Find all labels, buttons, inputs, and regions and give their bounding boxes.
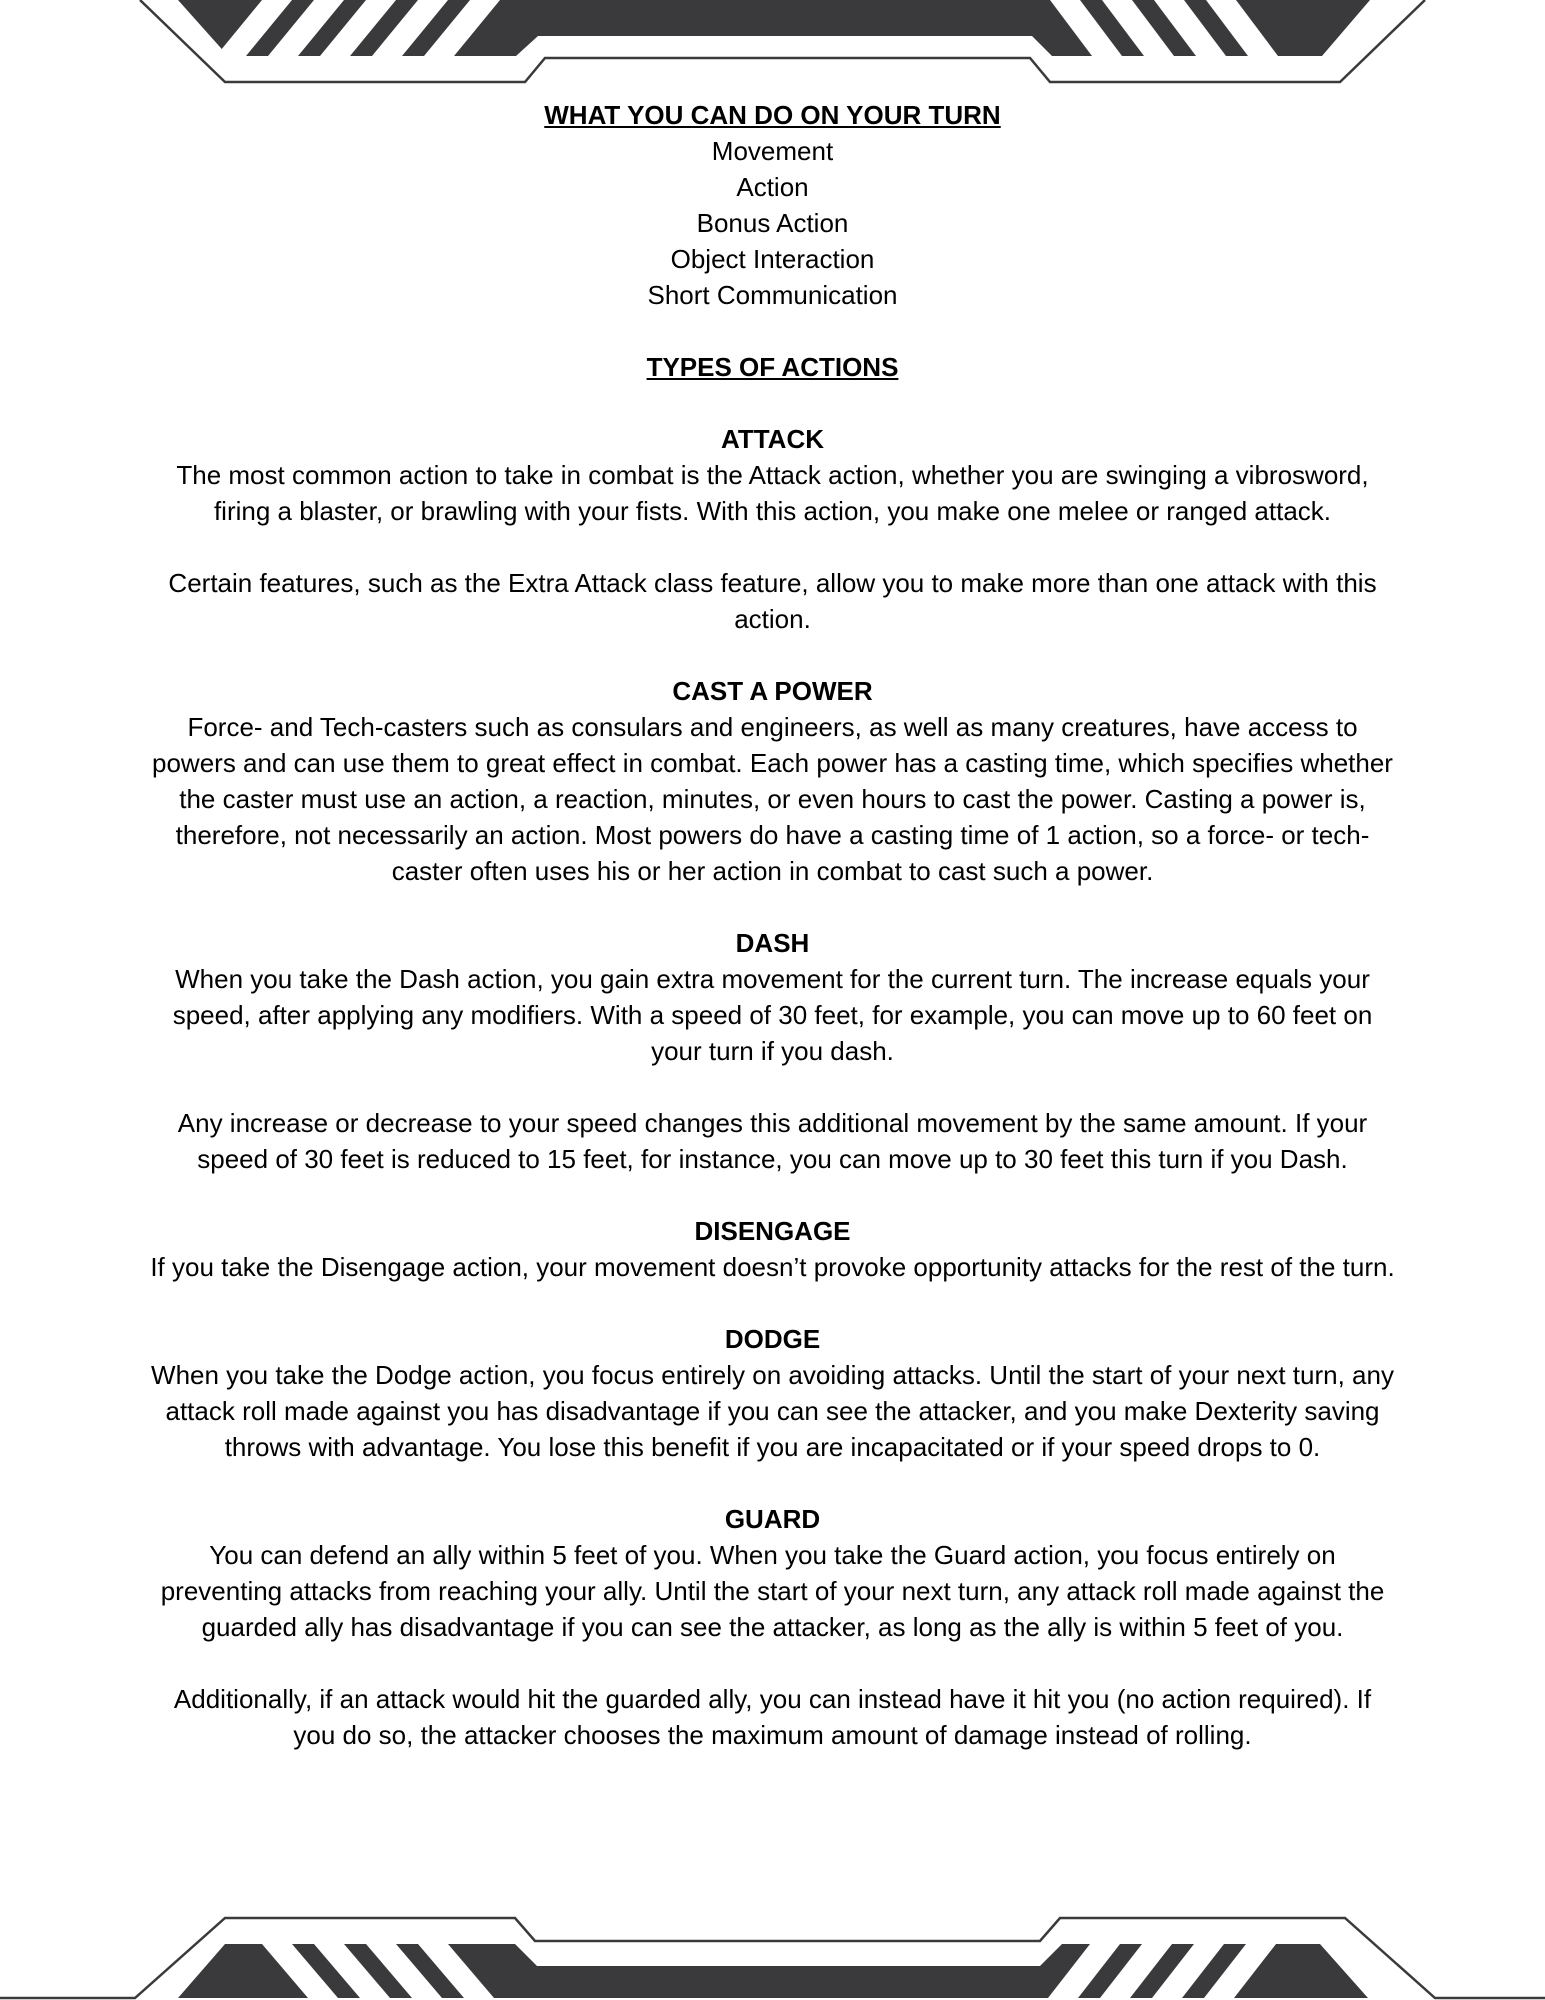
dodge-title: DODGE: [724, 1324, 821, 1354]
guard-paragraph-2: Additionally, if an attack would hit the guarded ally, you can instead have it hit you (no action required). If you do so, the attacker chooses the maximum amount of damage instead of rolling.: [173, 1684, 1372, 1750]
turn-heading: WHAT YOU CAN DO ON YOUR TURN: [544, 100, 1001, 130]
disengage-paragraph: If you take the Disengage action, your movement doesn’t provoke opportunity attacks for the rest of the turn.: [150, 1252, 1395, 1282]
dodge-paragraph: When you take the Dodge action, you focus entirely on avoiding attacks. Until the start of your next turn, any attack roll made against you has disadvantage if you can see the attacker, and you make Dexterity saving throws with advantage. You lose this benefit if you are incapacitated or if your speed drops to 0.: [151, 1360, 1394, 1462]
attack-title: ATTACK: [720, 424, 824, 454]
bottom-frame-decoration: [0, 1910, 1545, 2000]
turn-item-bonus-action: Bonus Action: [696, 208, 849, 238]
guard-title: GUARD: [724, 1504, 821, 1534]
turn-item-action: Action: [736, 172, 809, 202]
cast-power-paragraph: Force- and Tech-casters such as consulars and engineers, as well as many creatures, have access to powers and can use them to great effect in combat. Each power has a casting time, which specifies whether the caster must use an action, a reaction, minutes, or even hours to cast the power. Casting a power is, therefore, not necessarily an action. Most powers do have a casting time of 1 action, so a force- or tech-caster often uses his or her action in combat to cast such a power.: [152, 712, 1393, 886]
types-heading: TYPES OF ACTIONS: [646, 352, 899, 382]
attack-paragraph-1: The most common action to take in combat is the Attack action, whether you are swinging a vibrosword, firing a blaster, or brawling with your fists. With this action, you make one melee or ranged attack.: [176, 460, 1369, 526]
dash-paragraph-1: When you take the Dash action, you gain extra movement for the current turn. The increase equals your speed, after applying any modifiers. With a speed of 30 feet, for example, you can move up to 60 feet on your turn if you dash.: [172, 964, 1373, 1066]
disengage-title: DISENGAGE: [694, 1216, 851, 1246]
attack-paragraph-2: Certain features, such as the Extra Attack class feature, allow you to make more than one attack with this action.: [168, 568, 1377, 634]
dash-paragraph-2: Any increase or decrease to your speed changes this additional movement by the same amount. If your speed of 30 feet is reduced to 15 feet, for instance, you can move up to 30 feet this turn if you Dash.: [177, 1108, 1368, 1174]
turn-item-short-communication: Short Communication: [647, 280, 898, 310]
cast-power-title: CAST A POWER: [672, 676, 873, 706]
turn-item-object-interaction: Object Interaction: [670, 244, 875, 274]
top-frame-decoration: [0, 0, 1545, 90]
guard-paragraph-1: You can defend an ally within 5 feet of you. When you take the Guard action, you focus entirely on preventing attacks from reaching your ally. Until the start of your next turn, any attack roll made against the guarded ally has disadvantage if you can see the attacker, as long as the ally is within 5 feet of you.: [160, 1540, 1385, 1642]
turn-item-movement: Movement: [711, 136, 834, 166]
dash-title: DASH: [735, 928, 810, 958]
page-content: [150, 97, 1395, 1753]
